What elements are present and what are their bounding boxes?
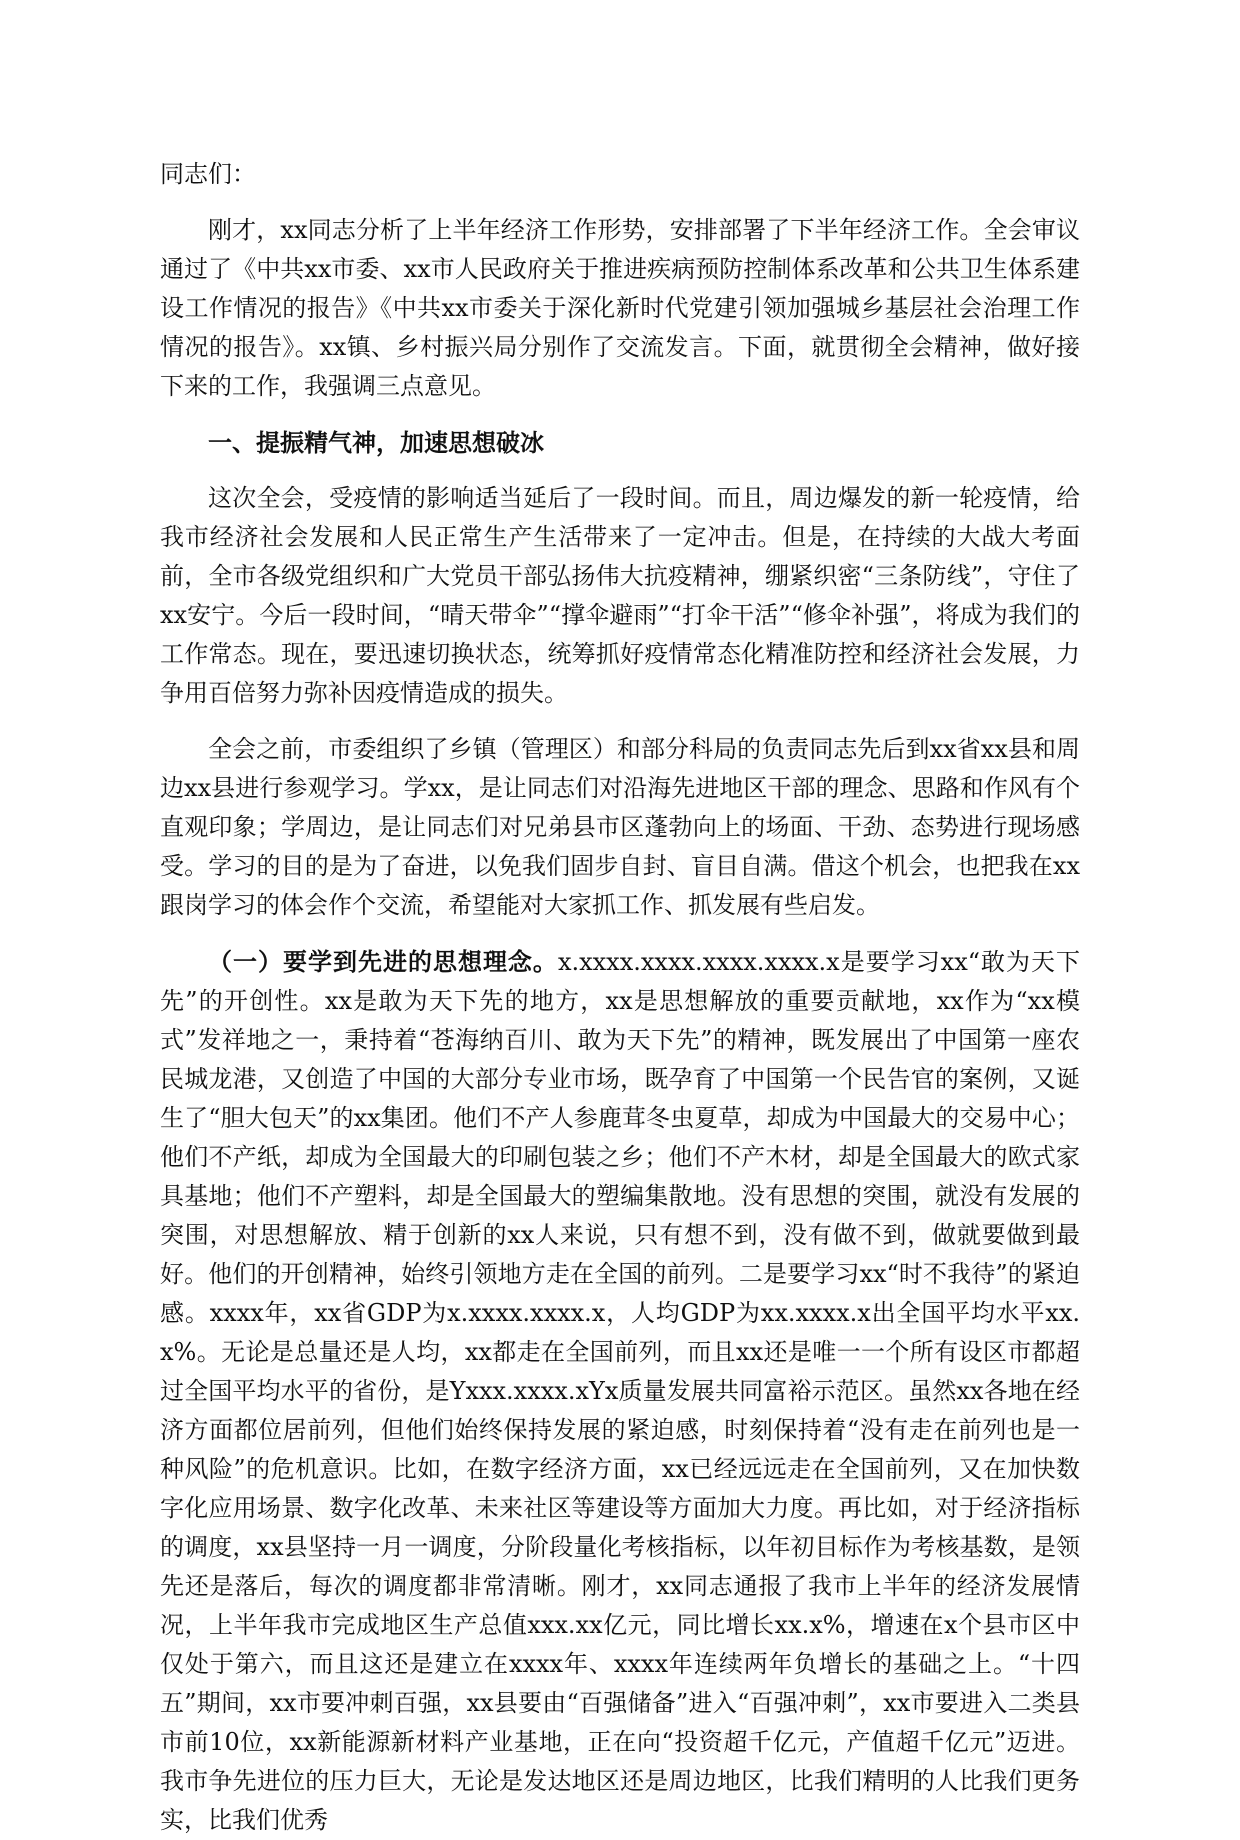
paragraph-study-visit: 全会之前，市委组织了乡镇（管理区）和部分科局的负责同志先后到xx省xx县和周边xx县进行参观学习。学xx，是让同志们对沿海先进地区干部的理念、思路和作风有个直观印象；学周边，是让同志们对兄弟县市区蓬勃向上的场面、干劲、态势进行现场感受。学习的目的是为了奋进，以免我们固步自封、盲目自满。借这个机会，也把我在xx跟岗学习的体会作个交流，希望能对大家抓工作、抓发展有些启发。 — [160, 735, 1080, 919]
paragraph-epidemic: 这次全会，受疫情的影响适当延后了一段时间。而且，周边爆发的新一轮疫情，给我市经济社会发展和人民正常生产生活带来了一定冲击。但是，在持续的大战大考面前，全市各级党组织和广大党员干部弘扬伟大抗疫精神，绷紧织密“三条防线”，守住了xx安宁。今后一段时间，“晴天带伞”“撑伞避雨”“打伞干活”“修伞补强”，将成为我们的工作常态。现在，要迅速切换状态，统筹抓好疫情常态化精准防控和经济社会发展，力争用百倍努力弥补因疫情造成的损失。 — [160, 484, 1080, 707]
paragraph-opening: 刚才，xx同志分析了上半年经济工作形势，安排部署了下半年经济工作。全会审议通过了《中共xx市委、xx市人民政府关于推进疾病预防控制体系改革和公共卫生体系建设工作情况的报告》《中共xx市委关于深化新时代党建引领加强城乡基层社会治理工作情况的报告》。xx镇、乡村振兴局分别作了交流发言。下面，就贯彻全会精神，做好接下来的工作，我强调三点意见。 — [160, 216, 1080, 400]
paragraph-thinking-concepts-body: x.xxxx.xxxx.xxxx.xxxx.x是要学习xx“敢为天下先”的开创性。xx是敢为天下先的地方，xx是思想解放的重要贡献地，xx作为“xx模式”发祥地之一，秉持着“苍海纳百川、敢为天下先”的精神，既发展出了中国第一座农民城龙港，又创造了中国的大部分专业市场，既孕育了中国第一个民告官的案例，又诞生了“胆大包天”的xx集团。他们不产人参鹿茸冬虫夏草，却成为中国最大的交易中心；他们不产纸，却成为全国最大的印刷包装之乡；他们不产木材，却是全国最大的欧式家具基地；他们不产塑料，却是全国最大的塑编集散地。没有思想的突围，就没有发展的突围，对思想解放、精于创新的xx人来说，只有想不到，没有做不到，做就要做到最好。他们的开创精神，始终引领地方走在全国的前列。二是要学习xx“时不我待”的紧迫感。xxxx年，xx省GDP为x.xxxx.xxxx.x，人均GDP为xx.xxxx.x出全国平均水平xx.x%。无论是总量还是人均，xx都走在全国前列，而且xx还是唯一一个所有设区市都超过全国平均水平的省份，是Yxxx.xxxx.xYx质量发展共同富裕示范区。虽然xx各地在经济方面都位居前列，但他们始终保持发展的紧迫感，时刻保持着“没有走在前列也是一种风险”的危机意识。比如，在数字经济方面，xx已经远远走在全国前列，又在加快数字化应用场景、数字化改革、未来社区等建设等方面加大力度。再比如，对于经济指标的调度，xx县坚持一月一调度，分阶段量化考核指标，以年初目标作为考核基数，是领先还是落后，每次的调度都非常清晰。刚才，xx同志通报了我市上半年的经济发展情况，上半年我市完成地区生产总值xxx.xx亿元，同比增长xx.x%，增速在x个县市区中仅处于第六，而且这还是建立在xxxx年、xxxx年连续两年负增长的基础之上。“十四五”期间，xx市要冲刺百强，xx县要由“百强储备”进入“百强冲刺”，xx市要进入二类县市前10位，xx新能源新材料产业基地，正在向“投资超千亿元，产值超千亿元”迈进。我市争先进位的压力巨大，无论是发达地区还是周边地区，比我们精明的人比我们更务实，比我们优秀 — [160, 948, 1081, 1834]
salutation: 同志们： — [160, 160, 256, 188]
section-heading-1: 一、提振精气神，加速思想破冰 — [208, 428, 544, 457]
paragraph-thinking-concepts — [160, 942, 1080, 1840]
subheading-1: （一）要学到先进的思想理念。 — [208, 947, 558, 976]
